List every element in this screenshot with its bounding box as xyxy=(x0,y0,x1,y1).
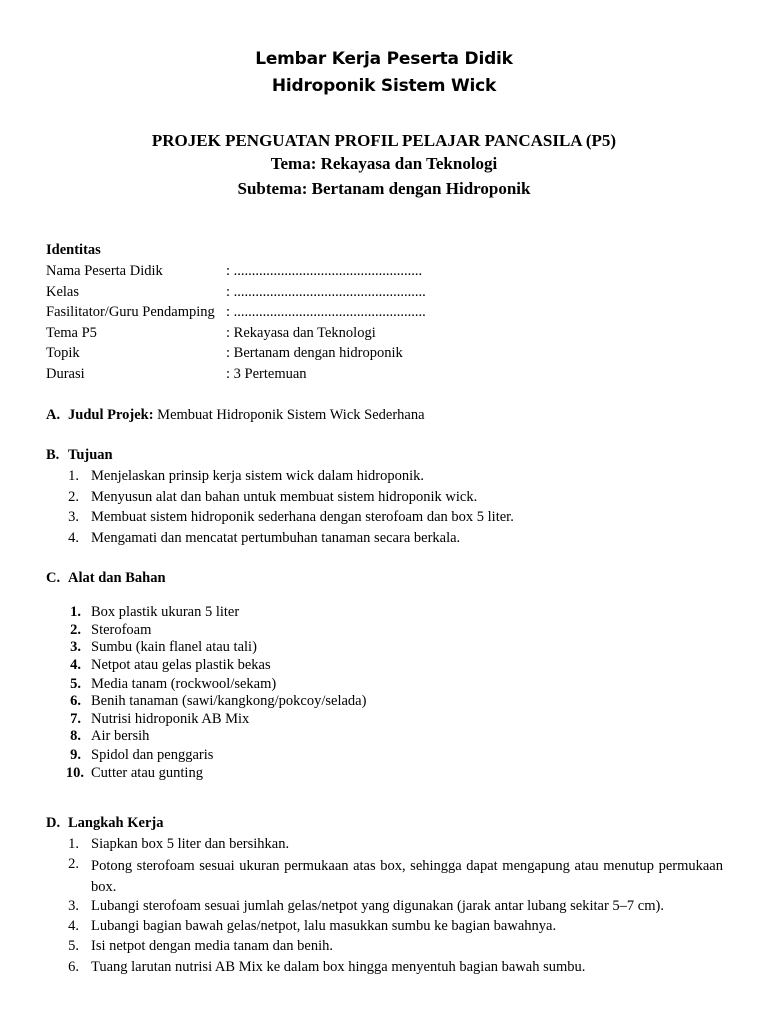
identity-heading: Identitas xyxy=(46,242,101,258)
identity-value: : ..................................................... xyxy=(226,304,426,320)
section-marker: B. xyxy=(46,447,60,463)
identity-value: : .................................................... xyxy=(226,263,423,279)
list-number: 10. xyxy=(65,765,84,781)
list-number: 6. xyxy=(68,959,79,975)
section-heading: Alat dan Bahan xyxy=(68,570,166,586)
list-number: 3. xyxy=(68,898,79,914)
list-number: 2. xyxy=(68,856,79,872)
list-text: Cutter atau gunting xyxy=(91,765,203,781)
list-number: 4. xyxy=(68,918,79,934)
section-marker: D. xyxy=(46,815,61,831)
list-text: Sumbu (kain flanel atau tali) xyxy=(91,639,257,655)
section-heading: Tujuan xyxy=(68,447,113,463)
list-text: Lubangi bagian bawah gelas/netpot, lalu masukkan sumbu ke bagian bawahnya. xyxy=(91,918,557,934)
list-text: Air bersih xyxy=(91,728,150,744)
list-text: Media tanam (rockwool/sekam) xyxy=(91,676,277,692)
section-marker: A. xyxy=(46,407,61,423)
identity-label: Nama Peserta Didik xyxy=(46,263,163,279)
list-number: 3. xyxy=(68,509,79,525)
list-text: Box plastik ukuran 5 liter xyxy=(91,604,240,620)
identity-value: : Rekayasa dan Teknologi xyxy=(226,325,376,341)
document-subtitle: Hidroponik Sistem Wick xyxy=(271,76,497,96)
list-number: 1. xyxy=(70,604,81,620)
list-number: 1. xyxy=(68,836,79,852)
list-text: Isi netpot dengan media tanam dan benih. xyxy=(91,938,333,954)
list-text: Lubangi sterofoam sesuai jumlah gelas/netpot yang digunakan (jarak antar lubang sekitar 5–7 cm). xyxy=(91,898,664,914)
list-number: 6. xyxy=(70,693,81,709)
section-heading: Langkah Kerja xyxy=(68,815,164,831)
document-title: Lembar Kerja Peserta Didik xyxy=(255,49,513,69)
list-text: Menyusun alat dan bahan untuk membuat sistem hidroponik wick. xyxy=(91,489,478,505)
list-text: Spidol dan penggaris xyxy=(91,747,214,763)
list-number: 3. xyxy=(70,639,81,655)
project-title: Membuat Hidroponik Sistem Wick Sederhana xyxy=(157,407,425,423)
list-text: Nutrisi hidroponik AB Mix xyxy=(91,711,250,727)
list-text: Mengamati dan mencatat pertumbuhan tanaman secara berkala. xyxy=(91,530,461,546)
list-number: 5. xyxy=(70,676,81,692)
program-title: PROJEK PENGUATAN PROFIL PELAJAR PANCASILA (P5) xyxy=(151,131,617,150)
identity-label: Durasi xyxy=(46,366,85,382)
list-number: 2. xyxy=(68,489,79,505)
list-number: 5. xyxy=(68,938,79,954)
list-number: 4. xyxy=(68,530,79,546)
list-number: 8. xyxy=(70,728,81,744)
identity-value: : ..................................................... xyxy=(226,284,426,300)
identity-value: : Bertanam dengan hidroponik xyxy=(226,345,403,361)
identity-label: Topik xyxy=(46,345,80,361)
list-text: Netpot atau gelas plastik bekas xyxy=(91,657,271,673)
list-text: Membuat sistem hidroponik sederhana dengan sterofoam dan box 5 liter. xyxy=(91,509,514,525)
list-text: Tuang larutan nutrisi AB Mix ke dalam box hingga menyentuh bagian bawah sumbu. xyxy=(91,959,586,975)
section-label: Judul Projek: xyxy=(68,407,154,423)
list-number: 7. xyxy=(70,711,81,727)
list-number: 1. xyxy=(68,468,79,484)
list-text: Siapkan box 5 liter dan bersihkan. xyxy=(91,836,290,852)
list-number: 4. xyxy=(70,657,81,673)
list-text: Sterofoam xyxy=(91,622,152,638)
list-number: 9. xyxy=(70,747,81,763)
list-number: 2. xyxy=(70,622,81,638)
identity-value: : 3 Pertemuan xyxy=(226,366,307,382)
list-text: Benih tanaman (sawi/kangkong/pokcoy/selada) xyxy=(91,693,367,709)
subtheme-line: Subtema: Bertanam dengan Hidroponik xyxy=(237,179,531,198)
section-marker: C. xyxy=(46,570,61,586)
list-text: Menjelaskan prinsip kerja sistem wick dalam hidroponik. xyxy=(91,468,425,484)
identity-label: Tema P5 xyxy=(46,325,97,341)
identity-label: Kelas xyxy=(46,284,80,300)
list-text: Potong sterofoam sesuai ukuran permukaan atas box, sehingga dapat mengapung atau menutup permukaan box. xyxy=(91,858,723,895)
identity-label: Fasilitator/Guru Pendamping xyxy=(46,304,215,320)
theme-line: Tema: Rekayasa dan Teknologi xyxy=(270,154,498,173)
